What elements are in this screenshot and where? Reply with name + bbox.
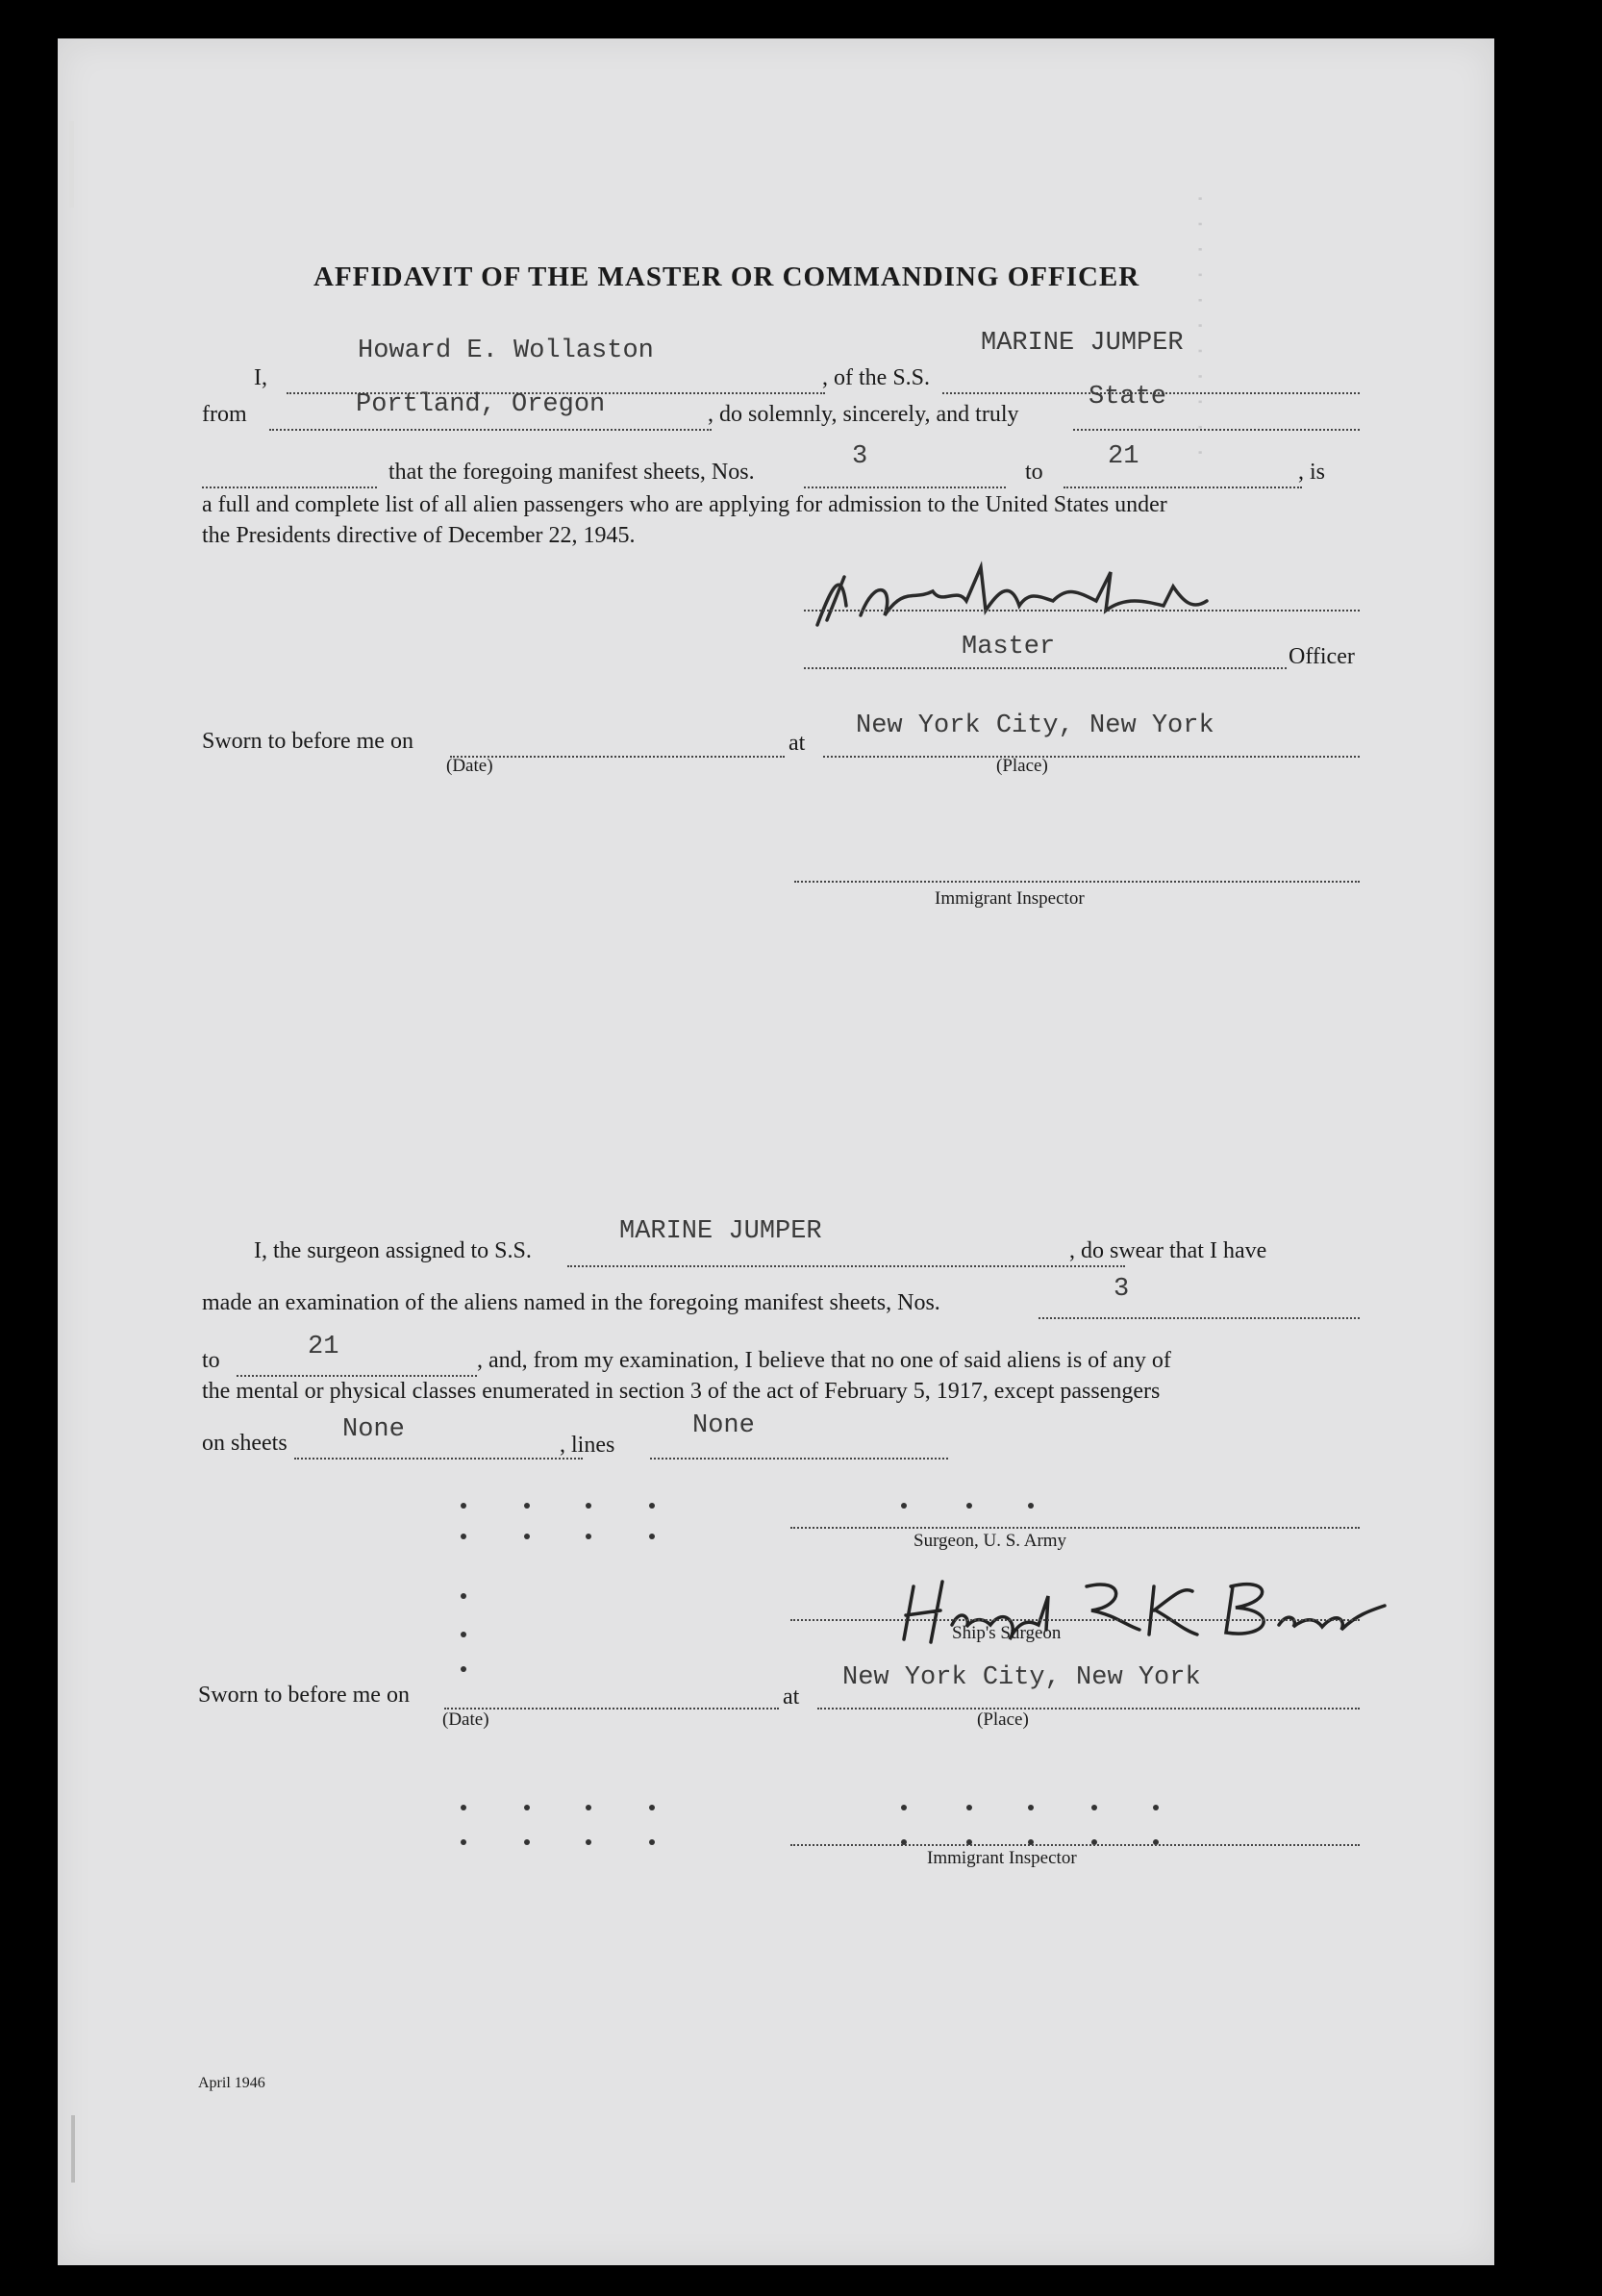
surgeon-nos-to: 21 bbox=[308, 1333, 339, 1361]
surgeon-sworn-place: New York City, New York bbox=[842, 1663, 1201, 1692]
surgeon-inspector-caption: Immigrant Inspector bbox=[927, 1848, 1077, 1868]
ship-name: MARINE JUMPER bbox=[981, 329, 1184, 358]
title-line bbox=[804, 667, 1287, 669]
surgeon-line-3: , and, from my examination, I believe that no one of said aliens is of any of bbox=[477, 1348, 1171, 1373]
verb-value: State bbox=[1089, 383, 1167, 412]
sworn-date-line bbox=[450, 756, 785, 758]
at-label: at bbox=[788, 731, 806, 756]
surgeon-line-1-prefix: I, the surgeon assigned to S.S. bbox=[254, 1238, 532, 1263]
from-place: Portland, Oregon bbox=[356, 390, 606, 419]
sheets-line bbox=[294, 1458, 583, 1460]
inspector-caption: Immigrant Inspector bbox=[935, 888, 1085, 909]
scan-artifact bbox=[69, 121, 74, 208]
place-caption: (Place) bbox=[996, 756, 1048, 776]
scan-artifact bbox=[71, 2115, 75, 2183]
inspector-line bbox=[794, 881, 1360, 883]
surgeon-inspector-line bbox=[790, 1844, 1360, 1846]
is-label: , is bbox=[1298, 460, 1326, 485]
to-label: to bbox=[1025, 460, 1043, 485]
surgeon-nos-from: 3 bbox=[1114, 1275, 1130, 1304]
nos-to: 21 bbox=[1108, 442, 1139, 471]
blank-line bbox=[202, 487, 377, 488]
nos-from-line bbox=[804, 487, 1006, 488]
officer-title: Master bbox=[962, 633, 1056, 661]
lines-value: None bbox=[692, 1411, 755, 1440]
surgeon-line-4: the mental or physical classes enumerated in section 3 of the act of February 5, 1917, except passengers bbox=[202, 1379, 1161, 1404]
date-caption: (Date) bbox=[446, 756, 493, 776]
sworn-place-line bbox=[823, 756, 1360, 758]
master-signature bbox=[788, 548, 1327, 644]
surgeon-line-1-suffix: , do swear that I have bbox=[1069, 1238, 1267, 1263]
nos-from: 3 bbox=[852, 442, 868, 471]
bleed-through-text: · · · · · · · · · · · bbox=[1188, 192, 1212, 460]
surgeon-sworn-label: Sworn to before me on bbox=[198, 1683, 410, 1708]
of-the-ss-label: , of the S.S. bbox=[822, 365, 931, 390]
ships-surgeon-caption: Ship's Surgeon bbox=[952, 1623, 1062, 1643]
surgeon-ship-name: MARINE JUMPER bbox=[619, 1217, 822, 1246]
lines-label: , lines bbox=[560, 1433, 615, 1458]
sworn-label: Sworn to before me on bbox=[202, 729, 413, 754]
lines-line bbox=[650, 1458, 948, 1460]
army-surgeon-caption: Surgeon, U. S. Army bbox=[914, 1531, 1067, 1551]
nos-to-line bbox=[1064, 487, 1302, 488]
i-prefix: I, bbox=[254, 365, 267, 390]
surgeon-line-2: made an examination of the aliens named in the foregoing manifest sheets, Nos. bbox=[202, 1290, 940, 1315]
master-name: Howard E. Wollaston bbox=[358, 337, 654, 365]
body-line-3: the Presidents directive of December 22, 1945. bbox=[202, 523, 636, 548]
surgeon-to-label: to bbox=[202, 1348, 220, 1373]
on-sheets-label: on sheets bbox=[202, 1431, 288, 1456]
sworn-place: New York City, New York bbox=[856, 711, 1214, 740]
manifest-text: that the foregoing manifest sheets, Nos. bbox=[388, 460, 755, 485]
surgeon-at-label: at bbox=[783, 1685, 800, 1710]
signature-line bbox=[804, 610, 1360, 611]
document-page bbox=[58, 38, 1494, 2265]
surgeon-ship-line bbox=[567, 1265, 1125, 1267]
surgeon-nos-to-line bbox=[237, 1375, 477, 1377]
surgeon-date-caption: (Date) bbox=[442, 1710, 489, 1730]
surgeon-place-caption: (Place) bbox=[977, 1710, 1029, 1730]
body-line-2: a full and complete list of all alien passengers who are applying for admission to the United States under bbox=[202, 492, 1167, 517]
surgeon-nos-from-line bbox=[1039, 1317, 1360, 1319]
verb-line bbox=[1073, 429, 1360, 431]
officer-label: Officer bbox=[1289, 644, 1355, 669]
footer-date: April 1946 bbox=[198, 2075, 265, 2091]
page-title: AFFIDAVIT OF THE MASTER OR COMMANDING OFFICER bbox=[313, 262, 1140, 292]
solemnly-text: , do solemnly, sincerely, and truly bbox=[708, 402, 1019, 427]
sheets-value: None bbox=[342, 1415, 405, 1444]
from-place-line bbox=[269, 429, 712, 431]
faint-dot-marks bbox=[404, 1490, 1269, 1875]
from-label: from bbox=[202, 402, 247, 427]
